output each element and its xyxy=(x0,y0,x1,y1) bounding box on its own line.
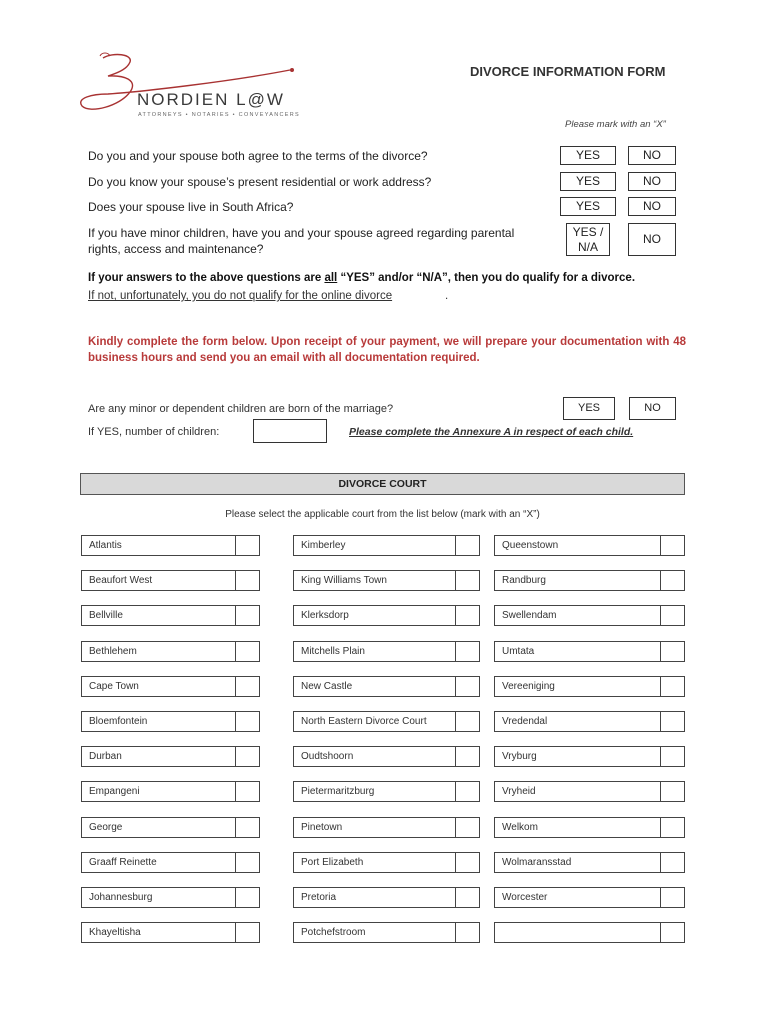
children-question: Are any minor or dependent children are born of the marriage? xyxy=(88,403,394,415)
not-qualify-statement xyxy=(88,290,392,302)
court-option-label: Johannesburg xyxy=(89,892,153,903)
court-option-checkbox[interactable] xyxy=(660,853,684,872)
form-title: DIVORCE INFORMATION FORM xyxy=(470,64,666,79)
court-option-label: Potchefstroom xyxy=(301,927,366,938)
not-qualify-period: . xyxy=(445,290,449,302)
question-spouse-sa: Does your spouse live in South Africa? xyxy=(88,200,294,214)
court-option xyxy=(494,852,685,873)
court-option-checkbox[interactable] xyxy=(660,747,684,766)
kindly-notice: Kindly complete the form below. Upon receipt of your payment, we will prepare your documentation with 48 business hours and send you an email with all documentation required. xyxy=(88,336,686,364)
court-option-label: King Williams Town xyxy=(301,575,387,586)
court-option-label: Pretoria xyxy=(301,892,337,903)
not-qualify-text: If not, unfortunately, you do not qualify for the online divorce xyxy=(88,290,393,302)
court-option-checkbox[interactable] xyxy=(235,571,259,590)
court-option-label: Mitchells Plain xyxy=(301,646,365,657)
spouse-sa-no-box[interactable]: NO xyxy=(628,197,676,216)
parental-rights-line2: rights, access and maintenance? xyxy=(88,242,264,256)
question-agree-terms: Do you and your spouse both agree to the terms of the divorce? xyxy=(88,149,428,163)
court-option-label: North Eastern Divorce Court xyxy=(301,716,427,727)
court-option-checkbox[interactable] xyxy=(660,712,684,731)
court-option xyxy=(293,570,480,591)
court-option-label: Randburg xyxy=(502,575,546,586)
court-option-label: Oudtshoorn xyxy=(301,751,354,762)
court-option-checkbox[interactable] xyxy=(455,747,479,766)
court-option xyxy=(494,676,685,697)
qualify-statement xyxy=(88,272,635,284)
qualify-post: “YES” and/or “N/A”, then you do qualify for a divorce. xyxy=(337,272,636,284)
question-parental-rights xyxy=(88,225,514,257)
court-option-checkbox[interactable] xyxy=(660,818,684,837)
court-option-checkbox[interactable] xyxy=(455,642,479,661)
court-option-checkbox[interactable] xyxy=(455,818,479,837)
court-option-label: Beaufort West xyxy=(89,575,153,586)
court-option-checkbox[interactable] xyxy=(660,677,684,696)
court-option-label: Vredendal xyxy=(502,716,548,727)
court-option-label: Vereeniging xyxy=(502,681,555,692)
court-option-label: Wolmaransstad xyxy=(502,857,572,868)
agree-terms-no-box[interactable]: NO xyxy=(628,146,676,165)
court-option-label: Umtata xyxy=(502,646,535,657)
court-option xyxy=(293,922,480,943)
court-option xyxy=(81,746,260,767)
court-option-checkbox[interactable] xyxy=(455,782,479,801)
court-option-checkbox[interactable] xyxy=(235,712,259,731)
court-option xyxy=(293,852,480,873)
court-option-checkbox[interactable] xyxy=(455,888,479,907)
court-option-label: Vryheid xyxy=(502,786,536,797)
court-option xyxy=(81,781,260,802)
court-option xyxy=(81,570,260,591)
court-option-checkbox[interactable] xyxy=(455,853,479,872)
court-option xyxy=(81,605,260,626)
court-option xyxy=(494,781,685,802)
mark-note: Please mark with an “X” xyxy=(565,119,666,130)
court-option-label: Durban xyxy=(89,751,122,762)
court-option-checkbox[interactable] xyxy=(235,642,259,661)
court-option xyxy=(81,922,260,943)
court-option-checkbox[interactable] xyxy=(660,642,684,661)
court-option xyxy=(293,605,480,626)
parental-rights-line1: If you have minor children, have you and your spouse agreed regarding parental xyxy=(88,226,515,240)
court-option-checkbox[interactable] xyxy=(235,923,259,942)
court-option xyxy=(81,535,260,556)
court-option xyxy=(494,641,685,662)
agree-terms-yes-box[interactable]: YES xyxy=(560,146,616,165)
court-option-label: Bethlehem xyxy=(89,646,137,657)
court-option-label: Kimberley xyxy=(301,540,346,551)
court-option-label: Pinetown xyxy=(301,822,343,833)
court-option xyxy=(81,817,260,838)
court-option-label: George xyxy=(89,822,123,833)
court-option xyxy=(494,535,685,556)
court-option-checkbox[interactable] xyxy=(660,888,684,907)
court-option-label: Port Elizabeth xyxy=(301,857,364,868)
number-of-children-label: If YES, number of children: xyxy=(88,426,220,438)
court-option-label: Swellendam xyxy=(502,610,557,621)
court-option-label: Pietermaritzburg xyxy=(301,786,375,797)
court-option-label: Vryburg xyxy=(502,751,537,762)
court-option xyxy=(293,641,480,662)
annexure-note: Please complete the Annexure A in respect of each child. xyxy=(349,426,634,438)
court-option xyxy=(293,887,480,908)
court-option xyxy=(293,676,480,697)
court-option-checkbox[interactable] xyxy=(235,782,259,801)
court-option-checkbox[interactable] xyxy=(235,536,259,555)
court-option xyxy=(494,817,685,838)
parental-yes-line1: YES / xyxy=(572,224,604,239)
court-option-checkbox[interactable] xyxy=(455,923,479,942)
spouse-sa-yes-box[interactable]: YES xyxy=(560,197,616,216)
spouse-address-yes-box[interactable]: YES xyxy=(560,172,616,191)
parental-rights-yes-box[interactable] xyxy=(566,223,610,256)
court-option-label: Bloemfontein xyxy=(89,716,148,727)
court-option xyxy=(293,746,480,767)
logo-name: NORDIEN L@W xyxy=(137,90,285,109)
number-of-children-input[interactable] xyxy=(253,419,327,443)
court-option xyxy=(494,887,685,908)
court-option-label: Bellville xyxy=(89,610,123,621)
court-option xyxy=(494,570,685,591)
court-option-checkbox[interactable] xyxy=(235,747,259,766)
court-option-label: Queenstown xyxy=(502,540,559,551)
court-option xyxy=(293,535,480,556)
court-option-checkbox[interactable] xyxy=(235,818,259,837)
court-option xyxy=(494,711,685,732)
court-option-label: Cape Town xyxy=(89,681,139,692)
question-spouse-address: Do you know your spouse’s present residential or work address? xyxy=(88,175,432,189)
parental-yes-line2: N/A xyxy=(577,239,598,254)
court-option-checkbox[interactable] xyxy=(455,571,479,590)
court-option xyxy=(494,746,685,767)
court-option xyxy=(81,641,260,662)
court-option-checkbox[interactable] xyxy=(455,606,479,625)
court-option-label: Klerksdorp xyxy=(301,610,349,621)
court-option-checkbox[interactable] xyxy=(235,853,259,872)
court-option xyxy=(81,852,260,873)
court-option xyxy=(293,817,480,838)
court-option-checkbox[interactable] xyxy=(660,782,684,801)
court-option-checkbox[interactable] xyxy=(660,923,684,942)
court-option-checkbox[interactable] xyxy=(235,888,259,907)
spouse-address-no-box[interactable]: NO xyxy=(628,172,676,191)
court-option-checkbox[interactable] xyxy=(660,606,684,625)
court-option xyxy=(494,605,685,626)
court-option-checkbox[interactable] xyxy=(235,677,259,696)
court-option-checkbox[interactable] xyxy=(455,677,479,696)
court-option-label: Worcester xyxy=(502,892,548,903)
qualify-emph: all xyxy=(324,272,338,284)
court-option xyxy=(494,922,685,943)
children-yes-box[interactable]: YES xyxy=(563,397,615,420)
court-option-label xyxy=(495,923,660,942)
court-option-checkbox[interactable] xyxy=(660,571,684,590)
court-option-checkbox[interactable] xyxy=(235,606,259,625)
qualify-pre: If your answers to the above questions are xyxy=(88,272,325,284)
court-option-label: Graaff Reinette xyxy=(89,857,157,868)
court-option xyxy=(293,711,480,732)
court-option xyxy=(81,887,260,908)
court-option-checkbox[interactable] xyxy=(660,536,684,555)
court-option xyxy=(81,711,260,732)
court-option-label: Khayeltisha xyxy=(89,927,141,938)
court-option-label: New Castle xyxy=(301,681,353,692)
divorce-court-header: DIVORCE COURT xyxy=(80,473,685,495)
court-option-label: Welkom xyxy=(502,822,538,833)
parental-rights-no-box[interactable]: NO xyxy=(628,223,676,256)
court-option xyxy=(293,781,480,802)
court-select-instruction: Please select the applicable court from the list below (mark with an “X”) xyxy=(225,509,540,520)
children-no-box[interactable]: NO xyxy=(629,397,676,420)
court-option-label: Empangeni xyxy=(89,786,140,797)
logo-subtitle: ATTORNEYS • NOTARIES • CONVEYANCERS xyxy=(138,112,301,118)
court-option-checkbox[interactable] xyxy=(455,536,479,555)
court-option-checkbox[interactable] xyxy=(455,712,479,731)
court-option xyxy=(81,676,260,697)
court-option-label: Atlantis xyxy=(89,540,122,551)
